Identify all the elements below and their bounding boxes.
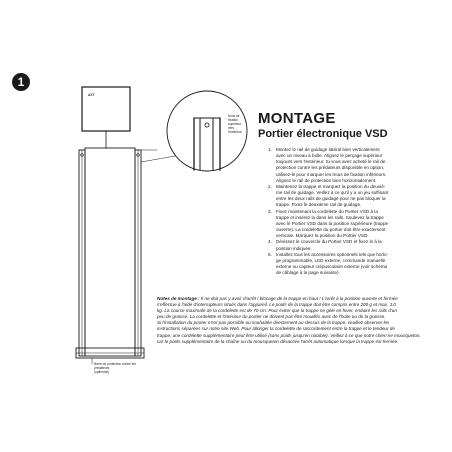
step-line: avec un niveau à bulle. Alignez le perçage supérieur: [276, 153, 383, 159]
notes-label: Notes de montage :: [157, 296, 200, 301]
predator-protection-bar: [76, 348, 144, 358]
step-index: 5.: [268, 251, 272, 257]
bottom-note: [94, 362, 148, 374]
notes-line: peu de graisse. La cordelette et l'intérieur du portier ne doivent pas être mouillés avec de l'huile ou de la graisse.: [157, 314, 386, 320]
instruction-steps: [268, 147, 444, 276]
step-line: Installez tous les accessoires optionnels tels que horlo-: [276, 251, 389, 257]
zoom-label-line: vers: [228, 126, 235, 130]
zoom-rail-detail: [194, 118, 220, 170]
step-line: Dévissez le couvercle du Portier VSD et fixez le à la: [276, 239, 382, 245]
step-line: protection contre les prédateurs disponible en option,: [276, 165, 385, 171]
step-line: Montez le rail de guidage latéral bien verticalement: [276, 147, 380, 152]
step-number-badge: 1: [12, 73, 30, 91]
bottom-note-line: Barre de protection contre les prédateurs: [94, 362, 136, 371]
instruction-step: [268, 239, 444, 251]
step-line: utilisez-le pour marquer les trous de fixation inférieurs.: [276, 171, 387, 177]
step-line: trappe. Fixez le deuxième rail de guidage.: [276, 202, 362, 208]
step-line: externe ou capteur crépusculaire externe (voir schéma: [276, 263, 388, 269]
step-line: Fixez maintenant la cordelette du Portier VSD à la: [276, 208, 378, 214]
notes-line: kg. La course maximale de la cordelette est de 70 cm. Pour éviter que la trappe ne gèle en hiver, enduire les rails d'un: [157, 308, 397, 314]
instruction-step: [268, 209, 444, 240]
zoom-leader: [141, 156, 175, 162]
step-line: verticale. Marquez la position du Portier VSD.: [276, 233, 369, 239]
notes-line: Si l'installation du portier n'est pas possible ou souhaitée directement au-dessus de la trappe, veuillez observer les: [157, 320, 390, 326]
step-line: entre les deux rails de guidage pour ne pas bloquer la: [276, 196, 386, 202]
notes-text: Il ne doit pas y avoir d'arrêt / blocage de la trappe en haut ! L'arrêt à la position ouverte et fermée: [199, 296, 398, 301]
notes-line: s'effectue à l'aide d'interrupteurs situés dans l'appareil. Le poids de la trappe doit être compris entre 200 g et max. 3,0: [157, 302, 396, 308]
instruction-step: [268, 147, 444, 184]
step-line: Maintenez la trappe et marquez la position du deuxiè-: [276, 183, 386, 189]
step-line: ouverte). La cordelette du portier doit être exactement: [276, 227, 386, 233]
step-line: position indiquée.: [276, 245, 312, 251]
guide-rail-left: [79, 150, 85, 356]
zoom-label-line: trous de: [228, 114, 240, 118]
step-line: me rail de guidage. Veillez à ce qu'il y a un jeu suffisant: [276, 190, 389, 196]
step-line: toujours vers l'extérieur. Si vous avez acheté le rail de: [276, 159, 386, 165]
step-line: de câblage à la page suivante).: [276, 270, 340, 276]
step-line: trappe et insérez la dans les rails. Soulevez la trappe: [276, 214, 384, 220]
mounting-notes: [157, 296, 445, 345]
step-line: ge programmable, LED externe, commande manuelle: [276, 257, 386, 263]
step-index: 1.: [268, 147, 272, 152]
instruction-step: [268, 184, 444, 209]
step-index: 2.: [268, 183, 272, 189]
zoom-label: [228, 114, 258, 134]
zoom-label-line: fixation: [228, 118, 239, 122]
zoom-label-line: supérieur: [228, 122, 242, 126]
guide-rail-right: [135, 150, 141, 356]
step-index: 3.: [268, 208, 272, 214]
page-subtitle: Portier électronique VSD: [258, 128, 388, 140]
step-line: avec le Portier VSD dans la position supérieure (trappe: [276, 220, 389, 226]
page-title: MONTAGE: [258, 110, 336, 127]
instruction-step: [268, 252, 444, 277]
notes-line: car le poids supplémentaire de la chaîne ou du mousqueton désactive l'arrêt automatique lorsque la trappe est fermée.: [157, 338, 399, 344]
device-logo: AXT: [88, 93, 95, 97]
step-index: 4.: [268, 239, 272, 245]
bottom-note-line: (optionnel): [94, 370, 110, 375]
trap-door: [85, 148, 135, 356]
zoom-label-line: l'extérieur: [228, 130, 242, 134]
step-line: Alignez le rail de protection bien horizontalement.: [276, 177, 377, 183]
notes-line: instructions séparées sur notre site Web. Pour allonger la cordelette de raccordement entre la trappe et le tendeur de: [157, 326, 395, 332]
notes-line: trappe, une cordelette supplémentaire peut être utilisé (sans poids jusqu'en notable). Veillez à ce que notre chien ne mousqueton,: [157, 332, 421, 338]
